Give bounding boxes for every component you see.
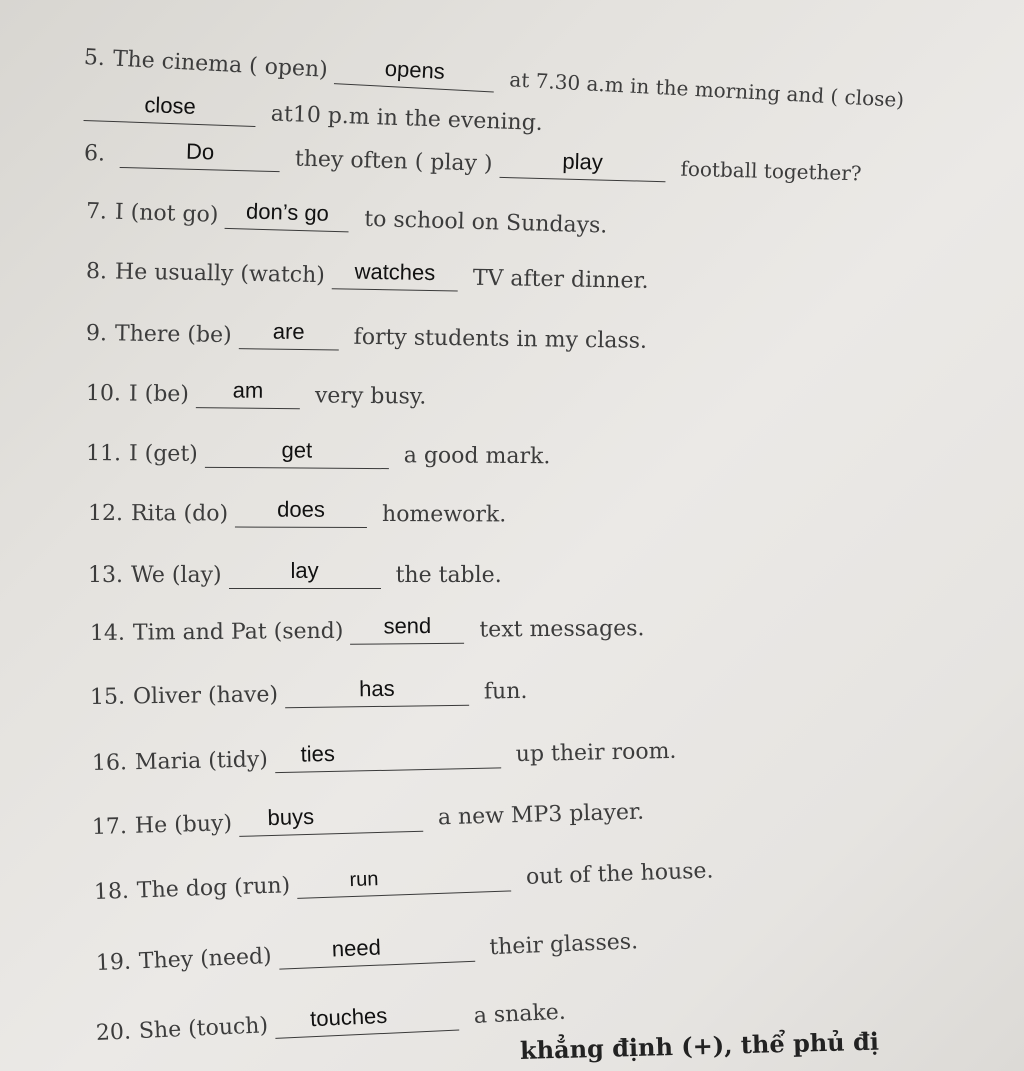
item-continuation: homework. xyxy=(382,502,507,528)
answer-blank[interactable] xyxy=(350,613,464,645)
handwritten-answer: send xyxy=(383,613,432,639)
answer-blank[interactable] xyxy=(334,57,495,92)
handwritten-answer: touches xyxy=(309,1002,388,1032)
item-prompt: He usually (watch) xyxy=(114,259,326,289)
exercise-item-14 xyxy=(90,615,645,647)
handwritten-answer: close xyxy=(144,92,197,119)
item-number: 17. xyxy=(91,814,128,840)
item-continuation: very busy. xyxy=(314,383,427,410)
item-continuation: TV after dinner. xyxy=(472,265,649,294)
exercise-item-12 xyxy=(87,496,507,528)
exercise-item-13 xyxy=(88,558,502,589)
exercise-item-8 xyxy=(86,258,649,295)
item-prompt: There (be) xyxy=(114,321,232,349)
item-number: 18. xyxy=(93,878,130,905)
item-continuation: up their room. xyxy=(515,738,677,768)
answer-blank[interactable] xyxy=(120,138,281,172)
handwritten-answer: buys xyxy=(267,803,315,831)
handwritten-answer: opens xyxy=(384,55,446,84)
item-continuation: they often ( play ) xyxy=(294,146,493,177)
answer-blank[interactable] xyxy=(278,935,475,970)
exercise-item-20 xyxy=(95,999,566,1047)
answer-blank[interactable] xyxy=(238,318,338,350)
item-prompt: Maria (tidy) xyxy=(134,747,269,776)
item-continuation: at10 p.m in the evening. xyxy=(270,101,544,137)
item-continuation: forty students in my class. xyxy=(353,324,648,354)
handwritten-answer: am xyxy=(232,377,264,403)
item-number: 6. xyxy=(83,141,106,167)
item-continuation: a snake. xyxy=(473,999,567,1029)
handwritten-answer: does xyxy=(277,496,325,522)
item-continuation: a good mark. xyxy=(403,443,551,470)
exercise-item-5-line-2 xyxy=(84,94,544,137)
item-prompt: He (buy) xyxy=(134,811,233,839)
handwritten-answer: play xyxy=(562,148,604,175)
item-continuation: a new MP3 player. xyxy=(437,799,645,831)
item-number: 11. xyxy=(85,441,122,467)
handwritten-answer: Do xyxy=(185,138,215,165)
handwritten-answer: run xyxy=(349,868,379,892)
answer-blank[interactable] xyxy=(297,865,512,898)
item-continuation: football together? xyxy=(680,156,862,186)
exercise-item-9 xyxy=(86,320,647,355)
item-prompt: I (not go) xyxy=(114,199,219,228)
item-number: 16. xyxy=(91,750,128,776)
answer-blank[interactable] xyxy=(84,94,257,127)
answer-blank[interactable] xyxy=(274,1004,459,1039)
item-continuation: their glasses. xyxy=(488,929,639,961)
item-number: 20. xyxy=(95,1019,132,1046)
item-number: 15. xyxy=(89,684,126,710)
item-continuation: fun. xyxy=(483,678,528,705)
item-number: 7. xyxy=(85,199,108,225)
exercise-item-10 xyxy=(85,377,427,411)
answer-blank[interactable] xyxy=(205,437,389,469)
exercise-item-7 xyxy=(86,198,608,240)
item-continuation: text messages. xyxy=(479,616,645,643)
item-number: 8. xyxy=(85,259,108,285)
handwritten-answer: watches xyxy=(354,258,436,286)
item-prompt: The dog (run) xyxy=(136,873,291,904)
item-number: 9. xyxy=(85,321,108,347)
item-number: 13. xyxy=(88,563,123,588)
item-number: 10. xyxy=(85,381,122,407)
item-continuation: out of the house. xyxy=(525,858,714,890)
answer-blank[interactable] xyxy=(235,496,367,528)
item-prompt: Rita (do) xyxy=(130,501,229,527)
item-prompt: I (get) xyxy=(128,441,198,467)
exercise-item-19 xyxy=(95,928,638,977)
item-number: 12. xyxy=(87,501,124,527)
answer-blank[interactable] xyxy=(229,558,381,589)
exercise-item-18 xyxy=(94,858,714,906)
exercise-item-15 xyxy=(89,675,528,711)
answer-blank[interactable] xyxy=(196,377,300,409)
item-continuation: the table. xyxy=(395,563,502,588)
item-number: 5. xyxy=(83,45,106,72)
exercise-item-17 xyxy=(92,799,645,841)
answer-blank[interactable] xyxy=(499,148,666,182)
item-prompt: The cinema ( open) xyxy=(112,46,329,83)
item-number: 14. xyxy=(89,620,126,646)
answer-blank[interactable] xyxy=(225,198,350,232)
item-prompt: Tim and Pat (send) xyxy=(132,618,344,646)
item-prompt: I (be) xyxy=(128,381,190,408)
answer-blank[interactable] xyxy=(239,805,424,837)
handwritten-answer: has xyxy=(358,675,395,702)
item-prompt: She (touch) xyxy=(138,1013,269,1045)
item-prompt: Oliver (have) xyxy=(132,682,279,710)
answer-blank[interactable] xyxy=(285,675,469,709)
handwritten-answer: don’s go xyxy=(245,198,330,226)
item-prompt: They (need) xyxy=(138,943,273,975)
item-continuation: to school on Sundays. xyxy=(363,206,608,239)
answer-blank[interactable] xyxy=(275,741,502,773)
handwritten-answer: are xyxy=(272,318,305,345)
handwritten-answer: ties xyxy=(300,740,336,767)
next-section-heading-fragment: khẳng định (+), thể phủ đị xyxy=(519,1026,880,1065)
answer-blank[interactable] xyxy=(332,258,458,291)
handwritten-answer: need xyxy=(331,934,382,962)
exercise-item-16 xyxy=(92,738,677,777)
item-continuation: at 7.30 a.m in the morning and ( close) xyxy=(508,67,905,112)
item-number: 19. xyxy=(95,949,132,976)
handwritten-answer: get xyxy=(281,437,313,463)
item-prompt: We (lay) xyxy=(131,563,222,588)
exercise-item-6 xyxy=(84,140,862,187)
handwritten-answer: lay xyxy=(290,558,319,583)
exercise-item-11 xyxy=(85,437,551,470)
